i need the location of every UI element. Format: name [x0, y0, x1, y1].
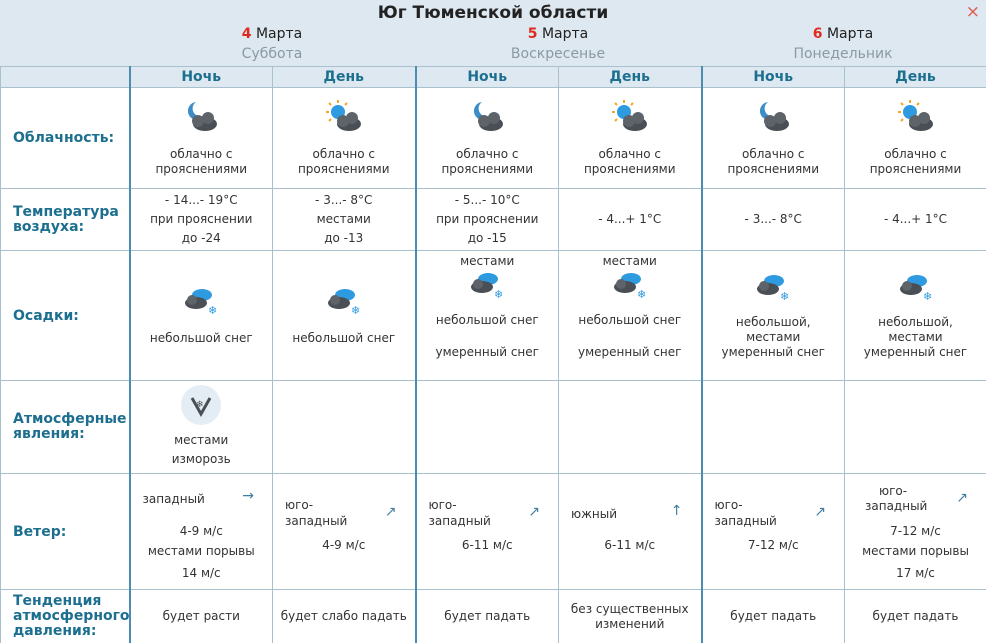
- day-1-month: Марта: [251, 26, 303, 42]
- pressure-tendency: будет падать: [872, 609, 959, 623]
- cloudiness-text-2: прояснениями: [583, 162, 676, 176]
- wind-gusts-note: местами порывы: [862, 544, 969, 558]
- phenomena-text-2: изморозь: [171, 452, 231, 466]
- wind-cell-content: [559, 474, 701, 589]
- wind-arrow-icon: ↑: [670, 503, 683, 519]
- period-night-1: Ночь: [130, 67, 273, 88]
- pressure-label-line-2: атмосферного: [13, 608, 130, 624]
- day-partly-cloudy-icon: [893, 99, 939, 135]
- wind-speed: 6-11 м/с: [461, 538, 513, 552]
- day-1-date: [129, 26, 415, 42]
- cloudiness-text-2: прояснениями: [155, 162, 248, 176]
- precipitation-text-3: умеренный снег: [721, 345, 825, 359]
- temperature-note: местами: [316, 212, 371, 226]
- wind-direction-2: западный: [285, 514, 348, 528]
- frost-icon: [181, 385, 221, 425]
- period-night-3: Ночь: [702, 67, 845, 88]
- phenomena-cell-empty: [416, 381, 559, 474]
- night-partly-cloudy-icon: [750, 99, 796, 135]
- day-partly-cloudy-icon: [607, 99, 653, 135]
- pressure-tendency-2: изменений: [595, 616, 665, 631]
- wind-gusts-note: местами порывы: [147, 544, 255, 558]
- wind-speed: 6-11 м/с: [604, 538, 656, 552]
- night-partly-cloudy-icon: [178, 99, 224, 135]
- wind-cell: [273, 474, 416, 590]
- precipitation-label: Осадки:: [1, 251, 130, 381]
- wind-label: Ветер:: [1, 474, 130, 590]
- temperature-note: при прояснении: [436, 212, 539, 226]
- wind-speed: 7-12 м/с: [890, 524, 941, 538]
- wind-cell-content: [845, 474, 986, 589]
- cloudiness-cell: [416, 88, 559, 189]
- snow-cloud-icon: [752, 271, 794, 305]
- frost-symbol: [188, 392, 214, 418]
- precipitation-text-2: местами: [888, 330, 943, 344]
- cloudiness-cell: [702, 88, 845, 189]
- precipitation-cell: [416, 251, 559, 381]
- precipitation-qualifier: местами: [460, 254, 515, 268]
- wind-cell: [416, 474, 559, 590]
- day-3-number: 6: [812, 26, 823, 42]
- temperature-label: [1, 189, 130, 251]
- svg-text:❄: ❄: [922, 290, 932, 303]
- svg-text:❄: ❄: [494, 288, 504, 301]
- wind-direction-2: западный: [428, 514, 491, 528]
- phenomena-cell-empty: [273, 381, 416, 474]
- phenomena-cell-empty: [845, 381, 986, 474]
- cloudiness-text-1: облачно с: [598, 147, 661, 161]
- wind-direction: юго-: [285, 498, 314, 512]
- period-night-2: Ночь: [416, 67, 559, 88]
- day-3-weekday: Понедельник: [793, 46, 893, 62]
- wind-gusts-speed: 17 м/с: [896, 566, 935, 580]
- wind-cell: [130, 474, 273, 590]
- phenomena-label-line-1: Атмосферные: [13, 411, 127, 427]
- snow-cloud-icon: [609, 269, 651, 303]
- precipitation-text: небольшой,: [735, 315, 811, 329]
- wind-direction: южный: [571, 507, 618, 521]
- period-day-1: День: [273, 67, 416, 88]
- snow-cloud-icon: [180, 285, 222, 319]
- wind-cell-content: [417, 474, 559, 589]
- phenomena-cell-empty: [702, 381, 845, 474]
- pressure-tendency: будет расти: [162, 609, 240, 623]
- forecast-header: [0, 0, 986, 66]
- wind-cell-content: [131, 474, 273, 589]
- wind-cell-content: [703, 474, 845, 589]
- cloudiness-cell: [845, 88, 986, 189]
- temperature-value: - 4...+ 1°С: [883, 212, 948, 226]
- wind-arrow-icon: ↗: [384, 504, 397, 520]
- svg-text:❄: ❄: [636, 288, 646, 301]
- svg-text:❄: ❄: [350, 304, 360, 317]
- wind-direction: юго-: [879, 484, 908, 498]
- wind-arrow-icon: ↗: [956, 490, 968, 506]
- phenomena-cell: [130, 381, 273, 474]
- pressure-cell: [845, 590, 986, 643]
- pressure-cell: [702, 590, 845, 643]
- pressure-row: [1, 590, 986, 643]
- wind-speed: 7-12 м/с: [747, 538, 799, 552]
- cloudiness-text-2: прояснениями: [727, 162, 820, 176]
- temperature-cell: [845, 189, 986, 251]
- cloudiness-text-2: прояснениями: [441, 162, 534, 176]
- pressure-label-line-3: давления:: [13, 623, 97, 639]
- wind-cell: [559, 474, 702, 590]
- wind-speed: 4-9 м/с: [179, 524, 223, 538]
- temperature-extreme: до -15: [467, 231, 507, 245]
- snow-cloud-icon: [323, 285, 365, 319]
- temperature-value: - 4...+ 1°С: [598, 212, 662, 226]
- precipitation-qualifier: местами: [602, 254, 657, 268]
- precipitation-cell: [845, 251, 986, 381]
- pressure-label: [1, 590, 130, 643]
- phenomena-text-1: местами: [174, 433, 229, 447]
- day-1-number: 4: [241, 26, 252, 42]
- period-day-2: День: [559, 67, 702, 88]
- cloudiness-text-1: облачно с: [456, 147, 519, 161]
- day-3-date: [700, 26, 986, 42]
- temperature-cell: [702, 189, 845, 251]
- cloudiness-text-1: облачно с: [742, 147, 805, 161]
- cloudiness-text-2: прояснениями: [297, 162, 390, 176]
- pressure-cell: [130, 590, 273, 643]
- precipitation-cell: [130, 251, 273, 381]
- precipitation-text: небольшой снег: [578, 313, 682, 327]
- wind-direction: юго-: [428, 498, 457, 512]
- cloudiness-text-1: облачно с: [312, 147, 375, 161]
- wind-arrow-icon: ↗: [814, 504, 826, 520]
- day-3-month: Марта: [822, 26, 874, 42]
- temperature-note: при прояснении: [150, 212, 253, 226]
- temperature-value: - 14...- 19°С: [164, 193, 238, 207]
- pressure-label-line-1: Тенденция: [13, 593, 102, 609]
- precipitation-text: небольшой снег: [149, 331, 253, 345]
- phenomena-label-line-2: явления:: [13, 426, 85, 442]
- wind-cell: [702, 474, 845, 590]
- temperature-cell: [559, 189, 702, 251]
- cloudiness-text-1: облачно с: [884, 147, 947, 161]
- precipitation-secondary: умеренный снег: [435, 345, 539, 359]
- temperature-value: - 5...- 10°С: [454, 193, 520, 207]
- precipitation-row: [1, 251, 986, 381]
- pressure-tendency: будет падать: [730, 609, 817, 623]
- cloudiness-cell: [273, 88, 416, 189]
- precipitation-text: небольшой,: [878, 315, 953, 329]
- precipitation-text: небольшой снег: [435, 313, 539, 327]
- wind-direction-2: западный: [865, 499, 928, 513]
- temperature-cell: [416, 189, 559, 251]
- pressure-cell: [559, 590, 702, 643]
- svg-text:❄: ❄: [208, 304, 218, 317]
- pressure-cell: [416, 590, 559, 643]
- svg-text:❄: ❄: [780, 290, 790, 303]
- precipitation-cell: [702, 251, 845, 381]
- period-header-row: [1, 67, 986, 88]
- day-2-weekday: Воскресенье: [510, 46, 606, 62]
- precipitation-secondary: умеренный снег: [578, 345, 682, 359]
- pressure-tendency: без существенных: [570, 601, 689, 616]
- wind-cell: [845, 474, 986, 590]
- wind-speed: 4-9 м/с: [322, 538, 366, 552]
- wind-cell-content: [273, 474, 415, 589]
- forecast-table: [0, 66, 986, 643]
- precipitation-cell: [273, 251, 416, 381]
- wind-direction: юго-: [714, 498, 743, 512]
- precipitation-text-3: умеренный снег: [863, 345, 968, 359]
- day-2-date: [415, 26, 701, 42]
- phenomena-row: [1, 381, 986, 474]
- temperature-extreme: до -24: [181, 231, 221, 245]
- day-2-month: Марта: [537, 26, 589, 42]
- pressure-cell: [273, 590, 416, 643]
- wind-direction: западный: [142, 492, 205, 506]
- day-1-weekday: Суббота: [241, 46, 303, 62]
- temperature-value: - 3...- 8°С: [315, 193, 373, 207]
- pressure-tendency: будет слабо падать: [280, 609, 407, 623]
- day-2-number: 5: [527, 26, 538, 42]
- precipitation-text: небольшой снег: [292, 331, 396, 345]
- wind-arrow-icon: ↗: [528, 504, 540, 520]
- pressure-tendency: будет падать: [444, 609, 531, 623]
- night-partly-cloudy-icon: [464, 99, 510, 135]
- cloudiness-text-1: облачно с: [170, 147, 233, 161]
- snow-cloud-icon: [466, 269, 508, 303]
- wind-gusts-speed: 14 м/с: [181, 566, 221, 580]
- phenomena-label: [1, 381, 130, 474]
- period-day-3: День: [845, 67, 986, 88]
- snow-cloud-icon: [895, 271, 937, 305]
- cloudiness-row: [1, 88, 986, 189]
- temperature-value: - 3...- 8°С: [744, 212, 802, 226]
- temperature-extreme: до -13: [324, 231, 364, 245]
- temperature-cell: [273, 189, 416, 251]
- svg-text:❄: ❄: [196, 400, 204, 410]
- cloudiness-cell: [559, 88, 702, 189]
- wind-arrow-icon: →: [242, 488, 254, 504]
- region-title: Юг Тюменской области: [377, 3, 609, 23]
- phenomena-cell-empty: [559, 381, 702, 474]
- cloudiness-text-2: прояснениями: [869, 162, 962, 176]
- wind-row: [1, 474, 986, 590]
- close-icon[interactable]: ×: [965, 2, 980, 22]
- wind-direction-2: западный: [714, 514, 777, 528]
- corner-cell: [1, 67, 130, 88]
- day-partly-cloudy-icon: [321, 99, 367, 135]
- cloudiness-label: Облачность:: [1, 88, 130, 189]
- temperature-label-line-2: воздуха:: [13, 218, 85, 235]
- temperature-row: [1, 189, 986, 251]
- temperature-cell: [130, 189, 273, 251]
- cloudiness-cell: [130, 88, 273, 189]
- precipitation-cell: [559, 251, 702, 381]
- temperature-label-line-1: Температура: [13, 203, 119, 220]
- precipitation-text-2: местами: [746, 330, 801, 344]
